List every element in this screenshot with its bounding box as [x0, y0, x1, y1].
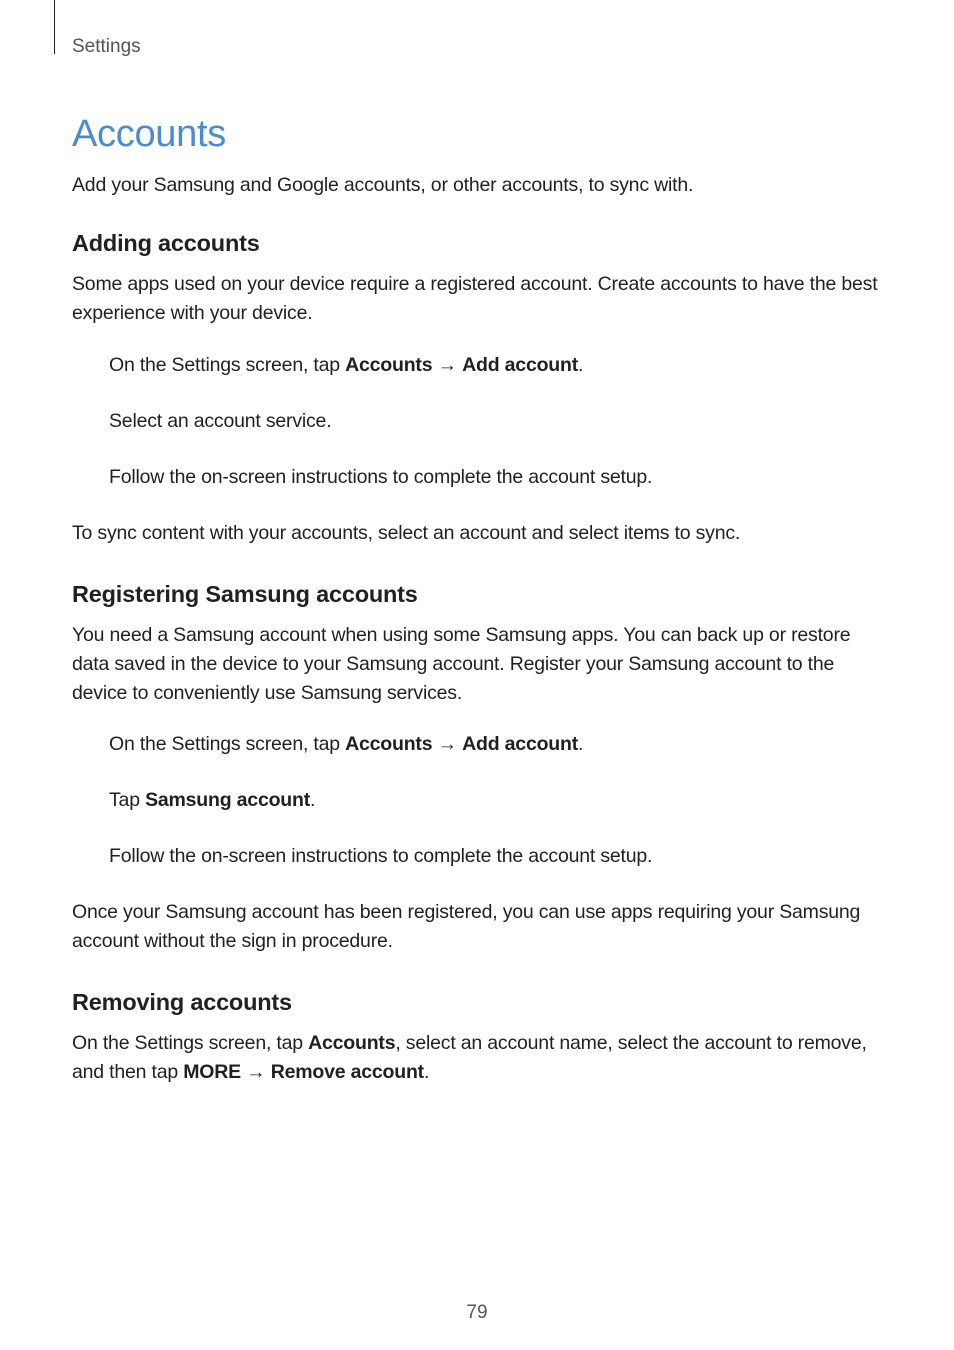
heading-removing-accounts: Removing accounts: [72, 989, 292, 1015]
removing-body: On the Settings screen, tap Accounts, select an account name, select the account to remove, and then tap MORE → Remove account.: [72, 1032, 867, 1083]
ui-term-samsung-account: Samsung account: [145, 789, 311, 811]
adding-step-2: Select an account service.: [109, 410, 332, 432]
ui-term-accounts: Accounts: [345, 354, 433, 376]
adding-body: Some apps used on your device require a registered account. Create accounts to have the best experience with your device.: [72, 273, 878, 324]
running-header: Settings: [72, 36, 141, 57]
registering-step-1: On the Settings screen, tap Accounts → Add account.: [109, 733, 584, 755]
registering-step-3: Follow the on-screen instructions to complete the account setup.: [109, 845, 653, 867]
adding-note: To sync content with your accounts, select an account and select items to sync.: [72, 522, 741, 544]
ui-term-remove-account: Remove account: [270, 1061, 424, 1083]
adding-step-1: On the Settings screen, tap Accounts → Add account.: [109, 354, 584, 376]
adding-step-3: Follow the on-screen instructions to complete the account setup.: [109, 466, 653, 488]
heading-adding-accounts: Adding accounts: [72, 230, 260, 256]
registering-note: Once your Samsung account has been registered, you can use apps requiring your Samsung account without the sign in procedure.: [72, 901, 861, 952]
intro-paragraph: Add your Samsung and Google accounts, or other accounts, to sync with.: [72, 174, 694, 196]
header-side-rule: [54, 0, 55, 54]
ui-term-add-account: Add account: [462, 733, 579, 755]
page-title: Accounts: [72, 113, 226, 155]
ui-term-add-account: Add account: [462, 354, 579, 376]
registering-body: You need a Samsung account when using some Samsung apps. You can back up or restore data saved in the device to your Samsung account. Register your Samsung account to the device to conveniently use Samsung services.: [72, 624, 851, 704]
page-number: 79: [466, 1302, 488, 1323]
registering-step-2: Tap Samsung account.: [109, 789, 316, 811]
ui-term-more: MORE: [183, 1061, 241, 1083]
ui-term-accounts: Accounts: [345, 733, 433, 755]
heading-registering-samsung-accounts: Registering Samsung accounts: [72, 581, 418, 607]
ui-term-accounts: Accounts: [308, 1032, 396, 1054]
